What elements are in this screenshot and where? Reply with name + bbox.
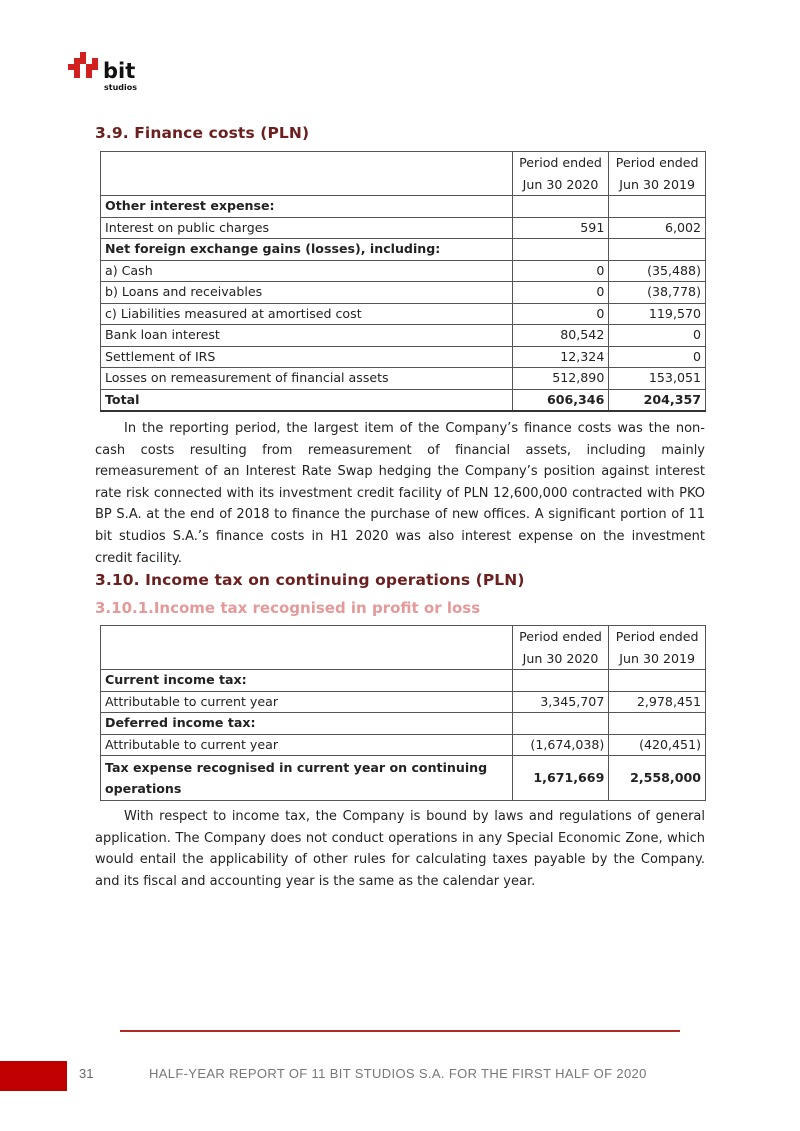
finance-costs-paragraph bbox=[95, 418, 705, 569]
finance-costs-table bbox=[100, 151, 706, 412]
cell-2020: 3,345,707 bbox=[512, 691, 609, 713]
row-label: Bank loan interest bbox=[101, 325, 513, 347]
cell-2019 bbox=[609, 713, 706, 735]
col-header: Jun 30 2020 bbox=[522, 176, 599, 192]
col-header: Jun 30 2020 bbox=[522, 650, 599, 666]
row-label: a) Cash bbox=[101, 260, 513, 282]
cell-2020 bbox=[512, 670, 609, 692]
cell-2019: 6,002 bbox=[609, 217, 706, 239]
cell-2020: 12,324 bbox=[512, 346, 609, 368]
table-row bbox=[101, 713, 706, 735]
table-row bbox=[101, 325, 706, 347]
table-row bbox=[101, 260, 706, 282]
cell-2019: 0 bbox=[609, 325, 706, 347]
row-label: Interest on public charges bbox=[101, 217, 513, 239]
col-header: Period ended bbox=[519, 155, 602, 170]
col-header: Period ended bbox=[615, 629, 699, 644]
cell-2019 bbox=[609, 196, 706, 218]
row-label: b) Loans and receivables bbox=[101, 282, 513, 304]
table-row bbox=[101, 691, 706, 713]
row-label: Attributable to current year bbox=[101, 691, 513, 713]
table-header-row bbox=[101, 152, 706, 196]
table-row bbox=[101, 670, 706, 692]
cell-2020: 1,671,669 bbox=[512, 756, 609, 801]
income-tax-paragraph bbox=[95, 806, 705, 892]
col-header: Jun 30 2019 bbox=[619, 650, 696, 666]
table-header-row bbox=[101, 626, 706, 670]
row-label: Losses on remeasurement of financial assets bbox=[101, 368, 513, 390]
row-label: Other interest expense: bbox=[101, 196, 513, 218]
svg-text:bit: bit bbox=[103, 59, 136, 83]
table-row bbox=[101, 217, 706, 239]
col-header: Period ended bbox=[519, 629, 602, 644]
cell-2020: 0 bbox=[512, 282, 609, 304]
cell-2020 bbox=[512, 239, 609, 261]
cell-2019: (35,488) bbox=[609, 260, 706, 282]
page-number: 31 bbox=[79, 1066, 94, 1081]
footer-accent-bar bbox=[0, 1061, 67, 1091]
cell-2020: 0 bbox=[512, 260, 609, 282]
row-label: Settlement of IRS bbox=[101, 346, 513, 368]
table-row bbox=[101, 368, 706, 390]
cell-2019: 204,357 bbox=[609, 389, 706, 411]
section-heading-income-tax: 3.10. Income tax on continuing operations (PLN) bbox=[95, 571, 525, 589]
cell-2019: (38,778) bbox=[609, 282, 706, 304]
col-header: Jun 30 2019 bbox=[619, 176, 696, 192]
table-row bbox=[101, 303, 706, 325]
row-label: c) Liabilities measured at amortised cost bbox=[101, 303, 513, 325]
row-label: Total bbox=[101, 389, 513, 411]
cell-2020: 80,542 bbox=[512, 325, 609, 347]
cell-2019 bbox=[609, 239, 706, 261]
table-total-row bbox=[101, 389, 706, 411]
cell-2019: 119,570 bbox=[609, 303, 706, 325]
section-heading-finance-costs: 3.9. Finance costs (PLN) bbox=[95, 124, 310, 142]
cell-2019: 0 bbox=[609, 346, 706, 368]
paragraph-text: With respect to income tax, the Company is bound by laws and regulations of general application. The Company does not conduct operations in any Special Economic Zone, which would entail the applicability of other rules for calculating taxes payable by the Company. and its fiscal and accounting year is the same as the calendar year. bbox=[95, 809, 705, 889]
cell-2020: 0 bbox=[512, 303, 609, 325]
row-label: Current income tax: bbox=[101, 670, 513, 692]
cell-2019 bbox=[609, 670, 706, 692]
cell-2019: (420,451) bbox=[609, 734, 706, 756]
col-header: Period ended bbox=[615, 155, 699, 170]
table-row bbox=[101, 196, 706, 218]
cell-2020 bbox=[512, 196, 609, 218]
footer-divider bbox=[120, 1030, 680, 1032]
table-row bbox=[101, 282, 706, 304]
cell-2019: 2,558,000 bbox=[609, 756, 706, 801]
svg-text:studios: studios bbox=[104, 83, 138, 92]
cell-2020: (1,674,038) bbox=[512, 734, 609, 756]
cell-2020: 606,346 bbox=[512, 389, 609, 411]
table-row bbox=[101, 346, 706, 368]
row-label: Tax expense recognised in current year on continuing operations bbox=[101, 756, 513, 801]
table-row bbox=[101, 734, 706, 756]
cell-2019: 2,978,451 bbox=[609, 691, 706, 713]
subsection-heading-income-tax-pl: 3.10.1.Income tax recognised in profit or loss bbox=[95, 599, 481, 617]
footer-title: HALF-YEAR REPORT OF 11 BIT STUDIOS S.A. FOR THE FIRST HALF OF 2020 bbox=[149, 1066, 647, 1081]
income-tax-table bbox=[100, 625, 706, 801]
table-total-row bbox=[101, 756, 706, 801]
cell-2019: 153,051 bbox=[609, 368, 706, 390]
row-label: Deferred income tax: bbox=[101, 713, 513, 735]
table-row bbox=[101, 239, 706, 261]
row-label: Attributable to current year bbox=[101, 734, 513, 756]
cell-2020 bbox=[512, 713, 609, 735]
paragraph-text: In the reporting period, the largest item of the Company’s finance costs was the non-cash costs resulting from remeasurement of financial assets, including mainly remeasurement of an Interest Rate Swap hedging the Company’s position against interest rate risk connected with its investment credit facility of PLN 12,600,000 contracted with PKO BP S.A. at the end of 2018 to finance the purchase of new offices. A significant portion of 11 bit studios S.A.’s finance costs in H1 2020 was also interest expense on the investment credit facility. bbox=[95, 421, 705, 566]
cell-2020: 512,890 bbox=[512, 368, 609, 390]
cell-2020: 591 bbox=[512, 217, 609, 239]
row-label: Net foreign exchange gains (losses), including: bbox=[101, 239, 513, 261]
company-logo bbox=[66, 50, 148, 94]
